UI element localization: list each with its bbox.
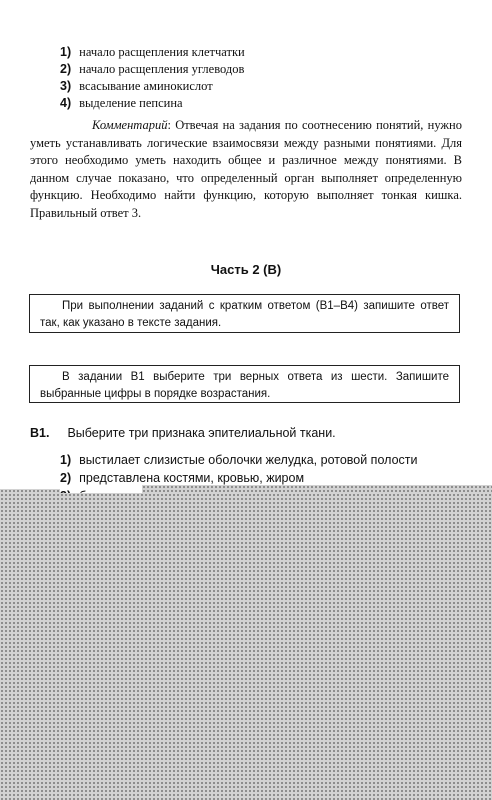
comment-text: : Отвечая на задания по соотнесению понятий, нужно уметь устанавливать логические взаимосвязи между разными понятиями. Для этого необходимо уметь находить общее и различное между понятиями. В данном случае показано, что определенный орган выполняет определенную функцию. Необходимо найти функцию, которую выполняет тонкая кишка. Правильный ответ 3. — [30, 118, 462, 220]
answer-option — [60, 78, 213, 94]
option-text: представлена костями, кровью, жиром — [79, 471, 305, 485]
option-number: 4) — [60, 96, 72, 110]
option-number: 2) — [60, 471, 72, 485]
answer-option — [60, 470, 304, 486]
option-text: начало расщепления углеводов — [79, 62, 245, 76]
halftone-overlay-edge — [142, 485, 492, 493]
answer-option — [60, 452, 417, 468]
instruction-box-b1: В задании В1 выберите три верных ответа из шести. Запишите выбранные цифры в порядке возрастания. — [29, 365, 460, 403]
option-text: всасывание аминокислот — [79, 79, 213, 93]
answer-option — [60, 61, 244, 77]
question-number: В1. — [30, 426, 50, 440]
part-title: Часть 2 (В) — [210, 262, 282, 277]
instruction-box: При выполнении заданий с кратким ответом (В1–В4) запишите ответ так, как указано в тексте задания. — [29, 294, 460, 333]
option-text: начало расщепления клетчатки — [79, 45, 245, 59]
question-b1 — [30, 425, 336, 441]
option-number: 1) — [60, 45, 72, 59]
option-number: 2) — [60, 62, 72, 76]
halftone-overlay — [0, 493, 492, 800]
comment-label: Комментарий — [92, 118, 168, 132]
question-text: Выберите три признака эпителиальной ткани. — [67, 426, 336, 440]
answer-option — [60, 95, 183, 111]
answer-option — [60, 44, 245, 60]
option-number: 1) — [60, 453, 72, 467]
comment-paragraph — [30, 117, 462, 222]
option-number: 3) — [60, 79, 72, 93]
option-text: выстилает слизистые оболочки желудка, ротовой полости — [79, 453, 418, 467]
option-text: выделение пепсина — [79, 96, 183, 110]
